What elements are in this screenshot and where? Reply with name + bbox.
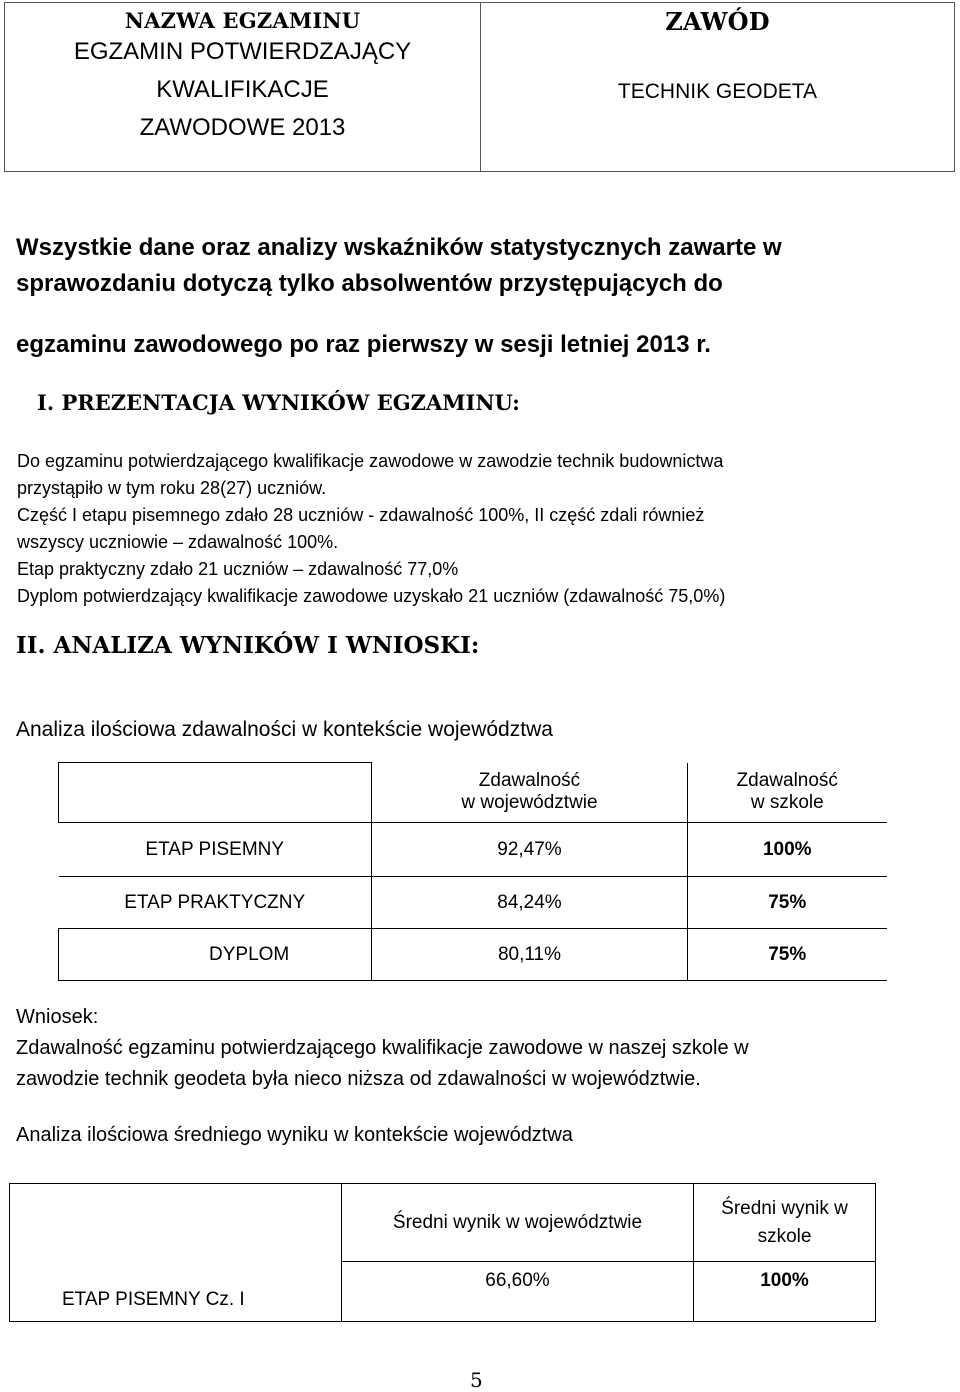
col-header-wojewodztwo: Średni wynik w województwie xyxy=(342,1184,694,1262)
pass-rate-table xyxy=(58,762,887,981)
table-header-row xyxy=(59,763,887,823)
profession-name: TECHNIK GEODETA xyxy=(617,80,818,103)
analysis-2-title: Analiza ilościowa średniego wyniku w kontekście województwa xyxy=(16,1124,573,1146)
exam-name-heading: NAZWA EGZAMINU xyxy=(124,8,361,33)
row-label: ETAP PRAKTYCZNY xyxy=(59,877,372,929)
table-row xyxy=(59,823,887,877)
section-1-body xyxy=(17,448,947,610)
page-number: 5 xyxy=(470,1368,483,1392)
value-szkola: 75% xyxy=(688,877,887,929)
row-label: DYPLOM xyxy=(59,929,372,981)
exam-name-line: KWALIFIKACJE xyxy=(156,76,329,103)
header-table xyxy=(4,2,955,172)
conclusion-label: Wniosek: xyxy=(16,1006,99,1028)
exam-name-line: ZAWODOWE 2013 xyxy=(139,114,346,141)
table-corner-cell xyxy=(59,763,372,823)
average-score-table xyxy=(9,1183,876,1322)
table-row xyxy=(59,929,887,981)
value-wojewodztwo: 66,60% xyxy=(342,1262,694,1322)
table-row xyxy=(10,1262,876,1322)
section-1-line: Etap praktyczny zdało 21 uczniów – zdawalność 77,0% xyxy=(17,559,459,579)
profession-cell xyxy=(481,3,955,172)
table-corner-cell xyxy=(10,1184,342,1262)
value-szkola: 100% xyxy=(694,1262,876,1322)
row-label: ETAP PISEMNY Cz. I xyxy=(10,1262,342,1322)
section-1-line: przystąpiło w tym roku 28(27) uczniów. xyxy=(17,478,327,498)
col-header-szkola xyxy=(694,1184,876,1262)
conclusion xyxy=(16,1002,946,1095)
row-label: ETAP PISEMNY xyxy=(59,823,372,877)
value-szkola: 75% xyxy=(688,929,887,981)
intro-statement xyxy=(16,230,946,363)
value-wojewodztwo: 84,24% xyxy=(372,877,688,929)
conclusion-line: zawodzie technik geodeta była nieco niższa od zdawalności w województwie. xyxy=(16,1068,701,1090)
section-1-line: Do egzaminu potwierdzającego kwalifikacje zawodowe w zawodzie technik budownictwa xyxy=(17,451,724,471)
section-1-title: I. PREZENTACJA WYNIKÓW EGZAMINU: xyxy=(37,390,520,415)
exam-name-cell xyxy=(5,3,481,172)
section-1-line: Dyplom potwierdzający kwalifikacje zawodowe uzyskało 21 uczniów (zdawalność 75,0%) xyxy=(17,586,726,606)
section-1-line: wszyscy uczniowie – zdawalność 100%. xyxy=(17,532,339,552)
intro-line: egzaminu zawodowego po raz pierwszy w sesji letniej 2013 r. xyxy=(16,331,711,358)
section-1-line: Część I etapu pisemnego zdało 28 uczniów - zdawalność 100%, II część zdali również xyxy=(17,505,705,525)
table-row xyxy=(59,877,887,929)
analysis-1-title: Analiza ilościowa zdawalności w kontekście województwa xyxy=(16,718,553,741)
exam-name-line: EGZAMIN POTWIERDZAJĄCY xyxy=(73,38,412,65)
intro-line: sprawozdaniu dotyczą tylko absolwentów przystępujących do xyxy=(16,270,723,297)
conclusion-line: Zdawalność egzaminu potwierdzającego kwalifikacje zawodowe w naszej szkole w xyxy=(16,1037,749,1059)
table-header-row xyxy=(10,1184,876,1262)
value-szkola: 100% xyxy=(688,823,887,877)
col-header-line: Średni wynik w xyxy=(721,1197,848,1219)
col-header-line: w województwie xyxy=(461,792,598,814)
col-header-szkola xyxy=(688,763,887,823)
col-header-line: Zdawalność xyxy=(478,770,581,792)
value-wojewodztwo: 92,47% xyxy=(372,823,688,877)
value-wojewodztwo: 80,11% xyxy=(372,929,688,981)
section-2-title: II. ANALIZA WYNIKÓW I WNIOSKI: xyxy=(16,632,480,659)
col-header-line: szkole xyxy=(757,1225,812,1247)
intro-line: Wszystkie dane oraz analizy wskaźników statystycznych zawarte w xyxy=(16,234,782,261)
col-header-line: Zdawalność xyxy=(736,770,838,792)
profession-heading: ZAWÓD xyxy=(665,7,770,36)
col-header-line: w szkole xyxy=(750,792,824,814)
col-header-wojewodztwo xyxy=(372,763,688,823)
